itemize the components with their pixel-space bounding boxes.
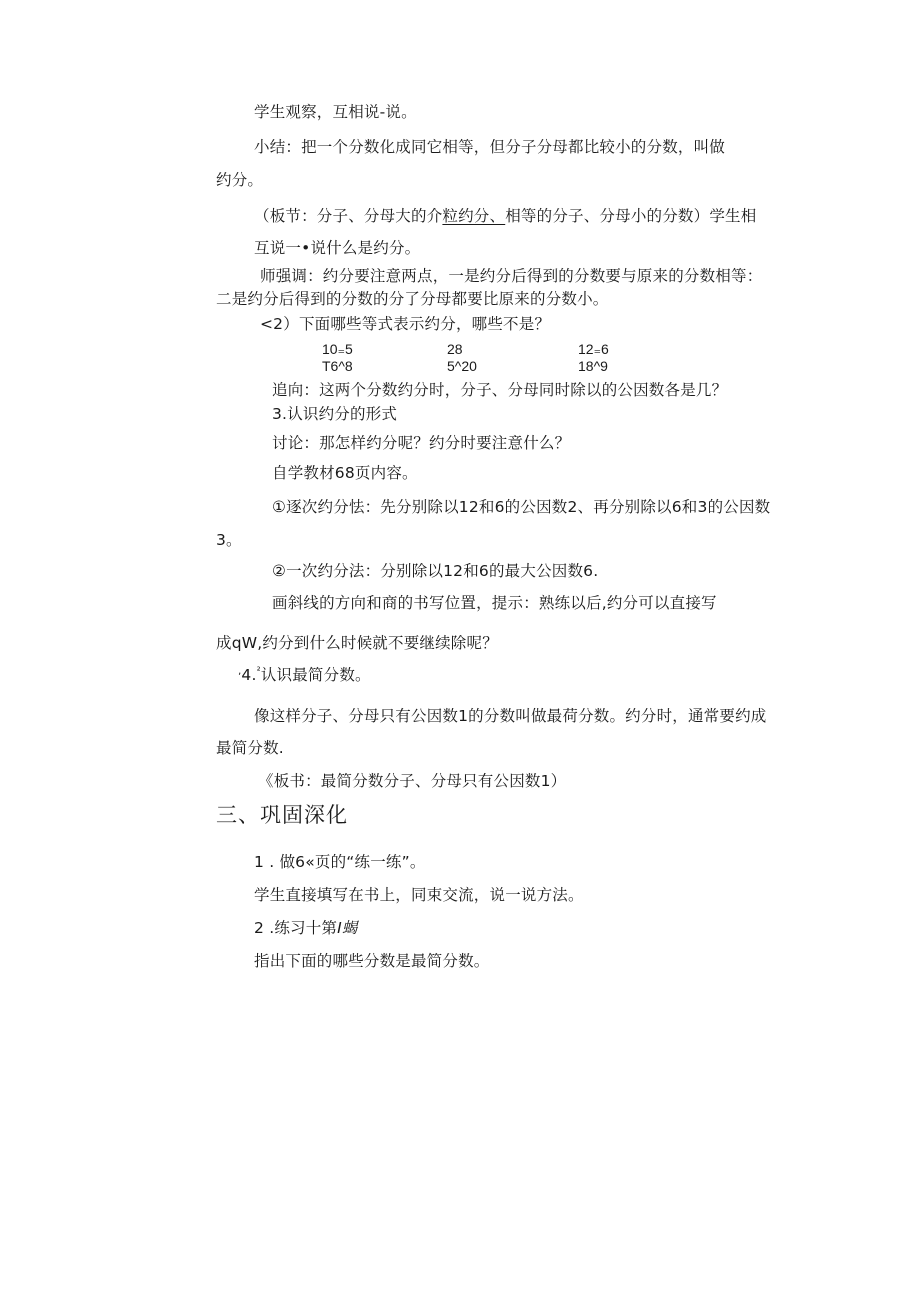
- text-line-emphasis-cont: 二是约分后得到的分数的分了分母都要比原来的分数小。: [216, 290, 609, 308]
- equation-2-top: 28: [447, 341, 463, 357]
- text-line-exercise-1: 1 . 做6«页的“练一练”。: [254, 853, 426, 871]
- text-line-method-1-cont: 3。: [216, 531, 242, 549]
- text-line-exercise-2: [254, 918, 358, 938]
- text-line-observe: 学生观察，互相说-说。: [254, 103, 417, 121]
- text-line-method-2: ②一次约分法：分别除以12和6的最大公因数6.: [272, 562, 599, 580]
- section-4-mark-1: ‚: [238, 666, 242, 677]
- exercise-2-tail: I蝎: [337, 919, 358, 937]
- text-line-hint: 画斜线的方向和商的书写位置，提示：熟练以后,约分可以直接写: [272, 594, 717, 612]
- section-4-number: 4.: [241, 666, 257, 685]
- text-line-board-note: [254, 206, 756, 226]
- equation-3-top: 12₌6: [578, 341, 609, 357]
- text-line-method-1: ①逐次约分怯：先分别除以12和6的公因数2、再分别除以6和3的公因数: [272, 498, 771, 516]
- section-4-mark-2: ²: [256, 666, 261, 677]
- section-4-title: 认识最简分数。: [260, 666, 371, 685]
- text-line-discussion: 讨论：那怎样约分呢？约分时要注意什么？: [272, 434, 571, 452]
- exercise-2-label: 2 .练习十第: [254, 919, 338, 937]
- text-line-section-4: [238, 662, 371, 685]
- equation-1-bottom: T6^8: [322, 358, 353, 374]
- board-note-part-3: 相等的分子、分母小的分数）学生相: [505, 207, 757, 225]
- text-line-discuss: 互说一•说什么是约分。: [254, 239, 421, 257]
- text-line-board-note-2: 《板书：最简分数分子、分母只有公因数1）: [258, 772, 567, 790]
- text-line-exercise-1-detail: 学生直接填写在书上，同束交流，说一说方法。: [254, 886, 584, 904]
- equation-3-bottom: 18^9: [578, 358, 608, 374]
- equation-1-top: 10₌5: [322, 341, 353, 357]
- equation-2-bottom: 5^20: [447, 358, 477, 374]
- section-heading-consolidate: 三、巩固深化: [216, 803, 348, 827]
- board-note-underlined: 粒约分、: [442, 207, 506, 225]
- text-line-definition: 像这样分子、分母只有公因数1的分数叫做最荷分数。约分时，通常要约成: [254, 707, 767, 725]
- text-line-emphasis: 师强调：约分要注意两点，一是约分后得到的分数要与原来的分数相等：: [260, 267, 763, 285]
- text-line-exercise-2-detail: 指出下面的哪些分数是最简分数。: [254, 952, 490, 970]
- board-note-part-1: （板节：分子、分母大的介: [254, 207, 443, 225]
- text-line-followup: 追向：这两个分数约分时，分子、分母同时除以的公因数各是几？: [272, 381, 728, 399]
- text-line-summary: 小结：把一个分数化成同它相等，但分子分母都比较小的分数，叫做: [254, 138, 726, 156]
- text-line-summary-cont: 约分。: [216, 171, 264, 189]
- text-line-question-2: <2）下面哪些等式表示约分，哪些不是？: [260, 315, 551, 333]
- text-line-section-3: 3.认识约分的形式: [272, 405, 398, 423]
- text-line-hint-cont: 成qW,约分到什么时候就不要继续除呢？: [216, 634, 498, 652]
- text-line-self-study: 自学教材68页内容。: [272, 464, 418, 482]
- text-line-definition-cont: 最简分数.: [216, 739, 284, 757]
